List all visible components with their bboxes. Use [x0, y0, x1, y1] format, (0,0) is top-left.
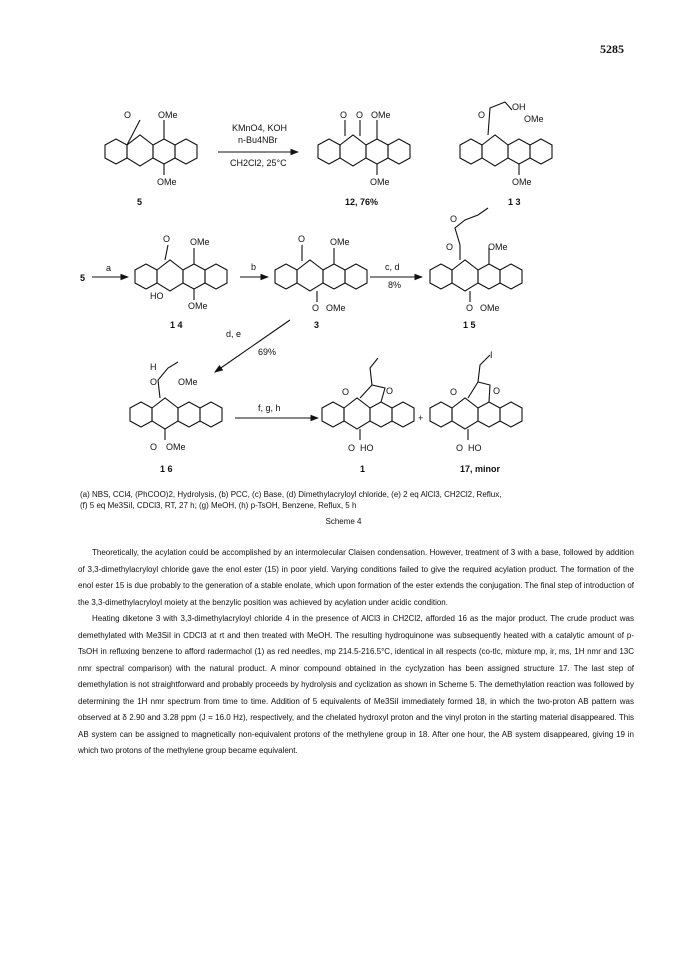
label-o: O — [466, 303, 474, 313]
compound-16-label: 1 6 — [160, 464, 173, 474]
label-ome: OMe — [178, 377, 198, 387]
label-o: O — [124, 110, 132, 120]
yield-de: 69% — [258, 347, 277, 357]
label-ome: OMe — [166, 442, 186, 452]
label-ome: OMe — [158, 110, 178, 120]
label-ome: OMe — [326, 303, 346, 313]
reagent-line-3: CH2Cl2, 25°C — [230, 158, 287, 168]
label-ome: OMe — [330, 237, 350, 247]
compound-5-ref: 5 — [80, 273, 86, 283]
label-ome: OMe — [188, 301, 208, 311]
label-ome: OMe — [190, 237, 210, 247]
label-ho: HO — [150, 291, 164, 301]
label-ome: OMe — [488, 242, 508, 252]
label-o: O — [340, 110, 348, 120]
label-o: O — [312, 303, 320, 313]
label-ho: HO — [360, 443, 374, 453]
body-text — [78, 545, 634, 760]
structure-13 — [460, 102, 552, 175]
label-o: O — [356, 110, 364, 120]
label-o: O — [478, 110, 486, 120]
paragraph-2: Heating diketone 3 with 3,3-dimethylacryloyl chloride 4 in the presence of AlCl3 in CH2Cl2, afforded 16 as the major product. The crude product was demethylated with Me3SiI in CDCl3 at rt and then treated with MeOH. The resulting hydroquinone was subsequently heated with a catalytic amount of p-TsOH in refluxing benzene to afford radermachol (1) as red needles, mp 214.5-216.5°C, identical in all respects (co-tlc, mixture mp, ir, ms, 1H nmr and 13C nmr spectral comparison) with the natural product. A minor compound obtained in the cyclyzation has been assigned structure 17. The last step of demethylation is not straightforward and probably proceeds by hydrolysis and cyclization as shown in Scheme 5. The demethylation reaction was followed by determining the 1H nmr spectrum from time to time. Addition of 5 equivalents of Me3SiI immediately formed 18, in which the two-proton AB pattern was observed at δ 2.90 and 3.28 ppm (J = 16.0 Hz), respectively, and the chelated hydroxyl proton and the vinyl proton in the starting material disappeared. This AB system can be assigned to magnetically non-equivalent protons of the methylene group in 18. After one hour, the AB system disappeared, giving 19 in which two protons of the methylene group became equivalent. — [78, 614, 634, 755]
arrow-de — [215, 320, 290, 372]
footnote-line-1: (a) NBS, CCl4, (PhCOO)2, Hydrolysis, (b) PCC, (c) Base, (d) Dimethylacryloyl chloride, (e) 2 eq AlCl3, CH2Cl2, Reflux, — [80, 490, 502, 499]
arrow-cd-label: c, d — [385, 262, 400, 272]
scheme-footnote — [80, 489, 620, 511]
reagent-line-1: KMnO4, KOH — [232, 123, 288, 133]
label-ho: HO — [468, 443, 482, 453]
compound-14-label: 1 4 — [170, 320, 183, 330]
structure-16 — [130, 362, 222, 440]
compound-1-label: 1 — [360, 464, 366, 474]
label-o: O — [150, 377, 158, 387]
label-ome: OMe — [480, 303, 500, 313]
label-o: O — [446, 242, 454, 252]
scheme-caption: Scheme 4 — [325, 517, 362, 526]
arrow-b-label: b — [251, 262, 257, 272]
paragraph-1: Theoretically, the acylation could be accomplished by an intermolecular Claisen condensation. However, treatment of 3 with a base, followed by addition of 3,3-dimethylacryloyl chloride gave the enol ester (15) in poor yield. Varying conditions failed to give the required acylation product. The formation of the enol ester 15 is due probably to the generation of a stable enolate, which upon formation of the ester extends the conjugation. The final step of introduction of the 3,3-dimethylacryloyl moiety at the benzylic position was achieved by acylation under acidic condition. — [78, 548, 634, 607]
structure-3 — [275, 245, 367, 302]
label-o: O — [163, 234, 171, 244]
label-o: O — [348, 443, 356, 453]
label-ome: OMe — [524, 114, 544, 124]
reagent-line-2: n-Bu4NBr — [238, 135, 278, 145]
label-h: H — [150, 362, 157, 372]
compound-13-label: 1 3 — [508, 197, 521, 207]
label-o: O — [150, 442, 158, 452]
label-oh: OH — [512, 102, 526, 112]
structure-12 — [318, 120, 410, 175]
footnote-line-2: (f) 5 eq Me3SiI, CDCl3, RT, 27 h; (g) MeOH, (h) p-TsOH, Benzene, Reflux, 5 h — [80, 501, 357, 510]
label-ome: OMe — [371, 110, 391, 120]
compound-5-label: 5 — [137, 197, 143, 207]
compound-15-label: 1 5 — [463, 320, 476, 330]
label-o: O — [386, 386, 394, 396]
compound-12-label: 12, 76% — [345, 197, 379, 207]
compound-17-label: 17, minor — [460, 464, 501, 474]
page-number: 5285 — [600, 42, 624, 56]
label-plus: + — [418, 413, 424, 423]
structure-17 — [430, 355, 522, 440]
label-o: O — [456, 443, 464, 453]
yield-cd: 8% — [388, 280, 402, 290]
arrow-fgh-label: f, g, h — [258, 403, 281, 413]
label-o: O — [342, 387, 350, 397]
structure-1 — [322, 358, 414, 440]
label-i: I — [490, 350, 493, 360]
structure-14 — [135, 245, 227, 300]
arrow-de-label: d, e — [226, 329, 242, 339]
label-o: O — [450, 387, 458, 397]
label-ome: OMe — [157, 177, 177, 187]
label-ome: OMe — [370, 177, 390, 187]
label-ome: OMe — [512, 177, 532, 187]
structure-5 — [105, 120, 197, 175]
compound-3-label: 3 — [314, 320, 320, 330]
arrow-a-label: a — [106, 263, 112, 273]
label-o: O — [298, 234, 306, 244]
label-o: O — [493, 386, 501, 396]
label-o: O — [450, 214, 458, 224]
structure-15 — [430, 208, 522, 302]
scheme-4-figure — [0, 80, 687, 500]
